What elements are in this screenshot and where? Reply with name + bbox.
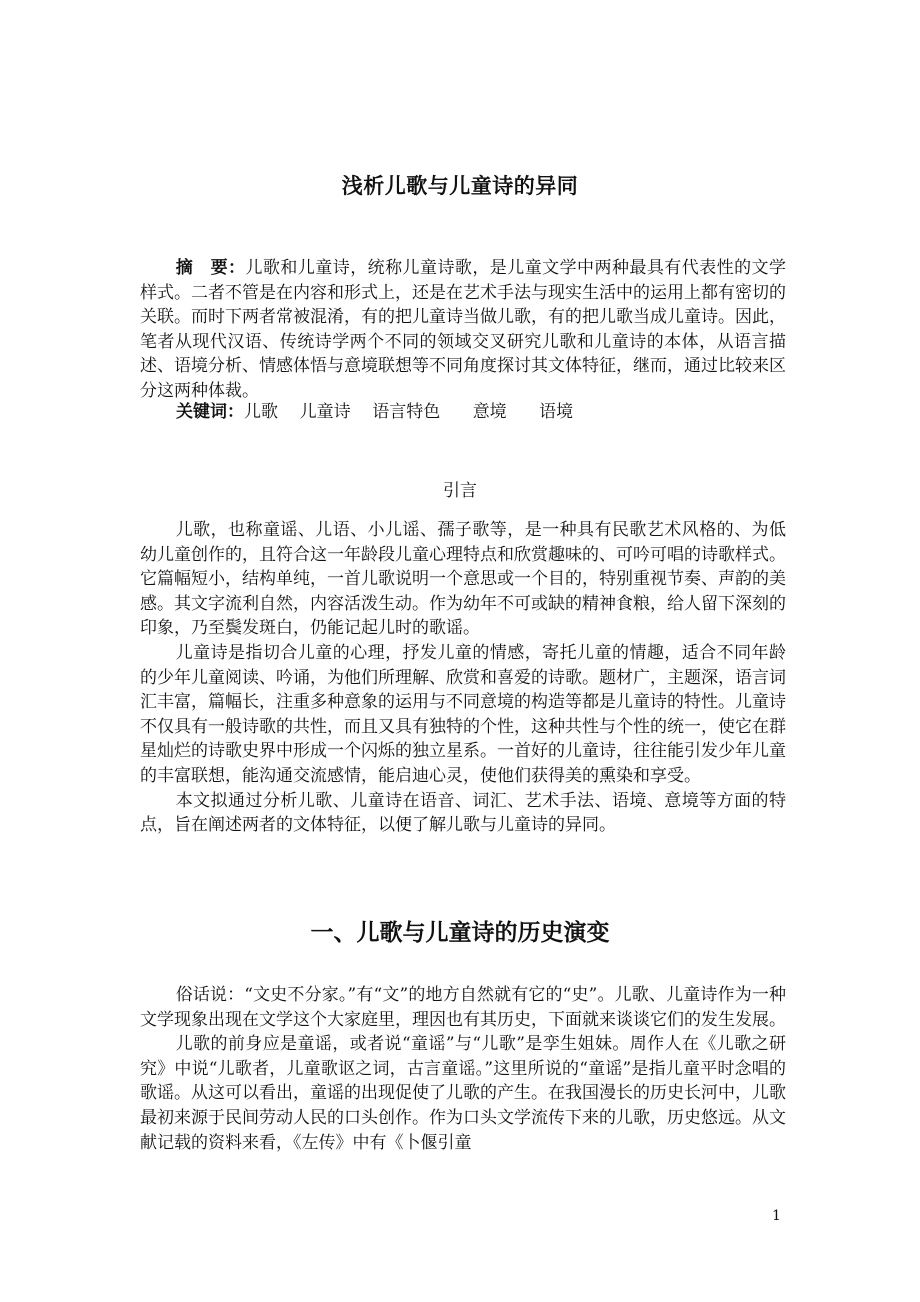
intro-heading: 引言 bbox=[443, 481, 477, 501]
abstract-paragraph bbox=[140, 256, 786, 404]
keyword: 儿歌 bbox=[244, 402, 278, 422]
abstract-text: 儿歌和儿童诗，统称儿童诗歌，是儿童文学中两种最具有代表性的文学样式。二者不管是在内容和形式上，还是在艺术手法与现实生活中的运用上都有密切的关联。而时下两者常被混淆，有的把儿童诗当做儿歌，有的把儿歌当成儿童诗。因此，笔者从现代汉语、传统诗学两个不同的领域交叉研究儿歌和儿童诗的本体，从语言描述、语境分析、情感体悟与意境联想等不同角度探讨其文体特征，继而，通过比较来区分这两种体裁。 bbox=[140, 258, 787, 401]
document-title: 浅析儿歌与儿童诗的异同 bbox=[341, 174, 579, 198]
keyword: 语言特色 bbox=[372, 402, 441, 422]
keyword: 语境 bbox=[539, 402, 574, 422]
intro-paragraph: 儿童诗是指切合儿童的心理，抒发儿童的情感，寄托儿童的情趣，适合不同年龄的少年儿童阅读、吟诵，为他们所理解、欣赏和喜爱的诗歌。题材广，主题深，语言词汇丰富，篇幅长，注重多种意象的运用与不同意境的构造等都是儿童诗的特性。儿童诗不仅具有一般诗歌的共性，而且又具有独特的个性，这种共性与个性的统一，使它在群星灿烂的诗歌史界中形成一个闪烁的独立星系。一首好的儿童诗，往往能引发少年儿童的丰富联想，能沟通交流感情，能启迪心灵，使他们获得美的熏染和享受。 bbox=[140, 642, 786, 786]
intro-paragraph: 儿歌，也称童谣、儿语、小儿谣、孺子歌等，是一种具有民歌艺术风格的、为低幼儿童创作的，且符合这一年龄段儿童心理特点和欣赏趣味的、可吟可唱的诗歌样式。它篇幅短小，结构单纯，一首儿歌说明一个意思或一个目的，特别重视节奏、声韵的美感。其文字流利自然，内容活泼生动。作为幼年不可或缺的精神食粮，给人留下深刻的印象，乃至鬓发斑白，仍能记起儿时的歌谣。 bbox=[140, 520, 786, 639]
intro-paragraph: 本文拟通过分析儿歌、儿童诗在语音、词汇、艺术手法、语境、意境等方面的特点，旨在阐述两者的文体特征，以便了解儿歌与儿童诗的异同。 bbox=[140, 790, 786, 836]
section-paragraph: 儿歌的前身应是童谣，或者说“童谣”与“儿歌”是孪生姐妹。周作人在《儿歌之研究》中说“儿歌者，儿童歌讴之词，古言童谣。”这里所说的“童谣”是指儿童平时念唱的歌谣。从这可以看出，童谣的出现促使了儿歌的产生。在我国漫长的历史长河中，儿歌最初来源于民间劳动人民的口头创作。作为口头文学流传下来的儿歌，历史悠远。从文献记载的资料来看，《左传》中有《卜偃引童 bbox=[140, 1034, 786, 1153]
keyword: 意境 bbox=[472, 402, 507, 422]
keywords-label: 关键词： bbox=[176, 402, 244, 422]
page-number: 1 bbox=[772, 1208, 781, 1224]
intro-body bbox=[140, 518, 786, 838]
section-heading: 一、儿歌与儿童诗的历史演变 bbox=[310, 920, 610, 946]
keywords bbox=[176, 400, 573, 424]
section-body bbox=[140, 983, 786, 1155]
abstract bbox=[140, 256, 786, 404]
section-paragraph: 俗话说：“文史不分家。”有“文”的地方自然就有它的“史”。儿歌、儿童诗作为一种文学现象出现在文学这个大家庭里，理因也有其历史，下面就来谈谈它们的发生发展。 bbox=[140, 985, 786, 1030]
keyword: 儿童诗 bbox=[299, 402, 351, 422]
abstract-label: 摘 要： bbox=[175, 258, 246, 278]
